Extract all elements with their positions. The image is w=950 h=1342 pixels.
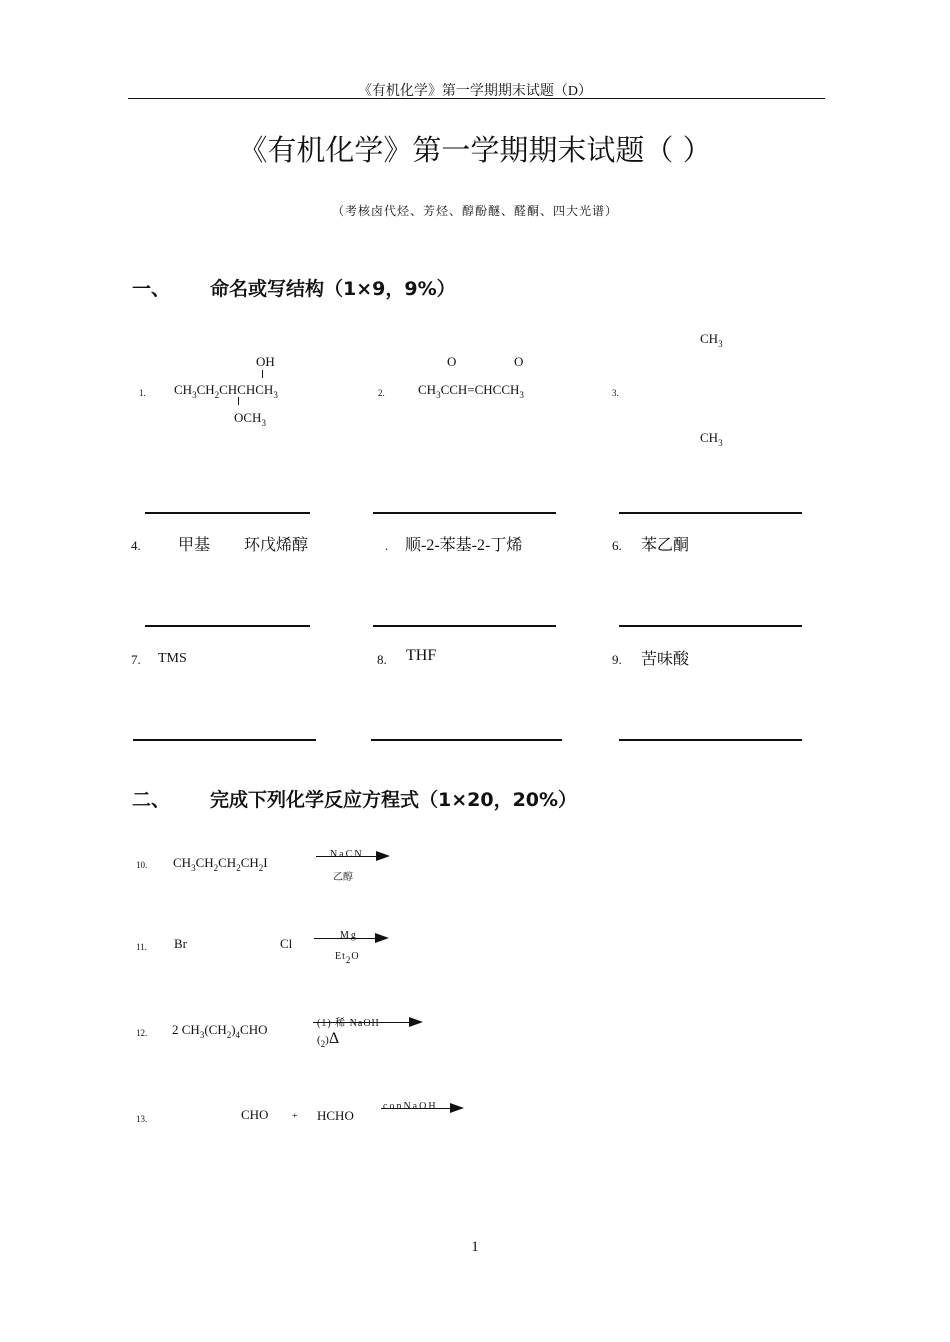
q10-arrow-head-icon <box>376 851 390 861</box>
q2-number: 2. <box>378 388 385 398</box>
q11-reagent-above: Mg <box>340 930 358 941</box>
answer-blank-8[interactable] <box>371 739 562 741</box>
answer-blank-6[interactable] <box>619 625 802 627</box>
q7-number: 7. <box>131 652 141 667</box>
q1-number: 1. <box>139 388 146 398</box>
q11-cl: Cl <box>280 936 293 951</box>
q5-number: . <box>385 538 389 553</box>
section-2-heading <box>132 785 577 812</box>
q13-reagent-above: conNaOH <box>383 1101 438 1112</box>
page-subtitle: （考核卤代烃、芳烃、醇酚醚、醛酮、四大光谱） <box>331 204 618 218</box>
q2-o2: O <box>514 354 524 369</box>
q9-number: 9. <box>612 652 622 667</box>
q13-arrow-line <box>381 1108 451 1109</box>
q4-text-part2: 环戊烯醇 <box>244 537 309 554</box>
q6-text: 苯乙酮 <box>641 537 690 554</box>
q11-arrow-line <box>314 938 376 939</box>
q1-bond-up <box>262 370 263 378</box>
answer-blank-1[interactable] <box>145 512 310 514</box>
q13-number: 13. <box>136 1114 148 1124</box>
running-header: 《有机化学》第一学期期末试题（D） <box>357 84 593 99</box>
q9-text: 苦味酸 <box>641 651 690 668</box>
q12-step1: (1) 稀 NaOH <box>317 1018 380 1029</box>
q13-cho: CHO <box>241 1107 269 1122</box>
section-1-number: 一、 <box>132 278 171 300</box>
q1-oh: OH <box>256 354 275 369</box>
q13-arrow-head-icon <box>450 1103 464 1113</box>
q13-hcho: HCHO <box>317 1108 354 1123</box>
answer-blank-3[interactable] <box>619 512 802 514</box>
q11-arrow-head-icon <box>375 933 389 943</box>
q2-o1: O <box>447 354 457 369</box>
q4-number: 4. <box>131 538 141 553</box>
section-1-heading <box>132 274 456 301</box>
q1-formula: $CH_3CH_2CHCHCH_3$ <box>174 382 278 400</box>
q8-number: 8. <box>377 652 387 667</box>
q6-number: 6. <box>612 538 622 553</box>
q3-number: 3. <box>612 388 619 398</box>
q10-number: 10. <box>136 860 148 870</box>
header-rule <box>128 98 825 99</box>
answer-blank-7[interactable] <box>133 739 316 741</box>
page-title: 《有机化学》第一学期期末试题（ ） <box>238 133 712 167</box>
answer-blank-9[interactable] <box>619 739 802 741</box>
q1-bond-down <box>238 397 239 405</box>
page-number: 1 <box>471 1239 479 1255</box>
q13-plus: + <box>292 1111 298 1122</box>
answer-blank-2[interactable] <box>373 512 556 514</box>
q12-arrow-head-icon <box>409 1017 423 1027</box>
section-1-title: 命名或写结构（1×9，9%） <box>210 278 456 300</box>
q5-text: 顺-2-苯基-2-丁烯 <box>405 537 523 554</box>
answer-blank-5[interactable] <box>373 625 556 627</box>
q4-text-part1: 甲基 <box>178 537 211 554</box>
q1-och3: $OCH_3$ <box>234 410 266 428</box>
section-2-number: 二、 <box>132 789 171 811</box>
q11-reagent-below: Et2O <box>335 951 360 965</box>
q12-reactant: 2 $CH_3(CH_2)_4CHO$ <box>172 1022 268 1040</box>
q8-text: THF <box>406 647 437 664</box>
q12-number: 12. <box>136 1028 148 1038</box>
q10-reagent-above: NaCN <box>330 849 364 860</box>
q10-arrow-line <box>316 856 378 857</box>
answer-blank-4[interactable] <box>145 625 310 627</box>
q7-text: TMS <box>158 651 187 666</box>
q3-ch3-top: $CH_3$ <box>700 331 723 349</box>
q10-reagent-below: 乙醇 <box>333 872 353 883</box>
q10-reactant: $CH_3CH_2CH_2CH_2I$ <box>173 855 268 873</box>
q3-ch3-bottom: $CH_3$ <box>700 430 723 448</box>
q11-number: 11. <box>136 942 147 952</box>
q11-br: Br <box>174 936 187 951</box>
q12-arrow-line <box>313 1022 410 1023</box>
section-2-title: 完成下列化学反应方程式（1×20，20%） <box>210 789 578 811</box>
q12-step2: $(_2)\Delta$ <box>317 1030 340 1049</box>
q2-formula: $CH_3CCH=CHCCH_3$ <box>418 382 524 400</box>
